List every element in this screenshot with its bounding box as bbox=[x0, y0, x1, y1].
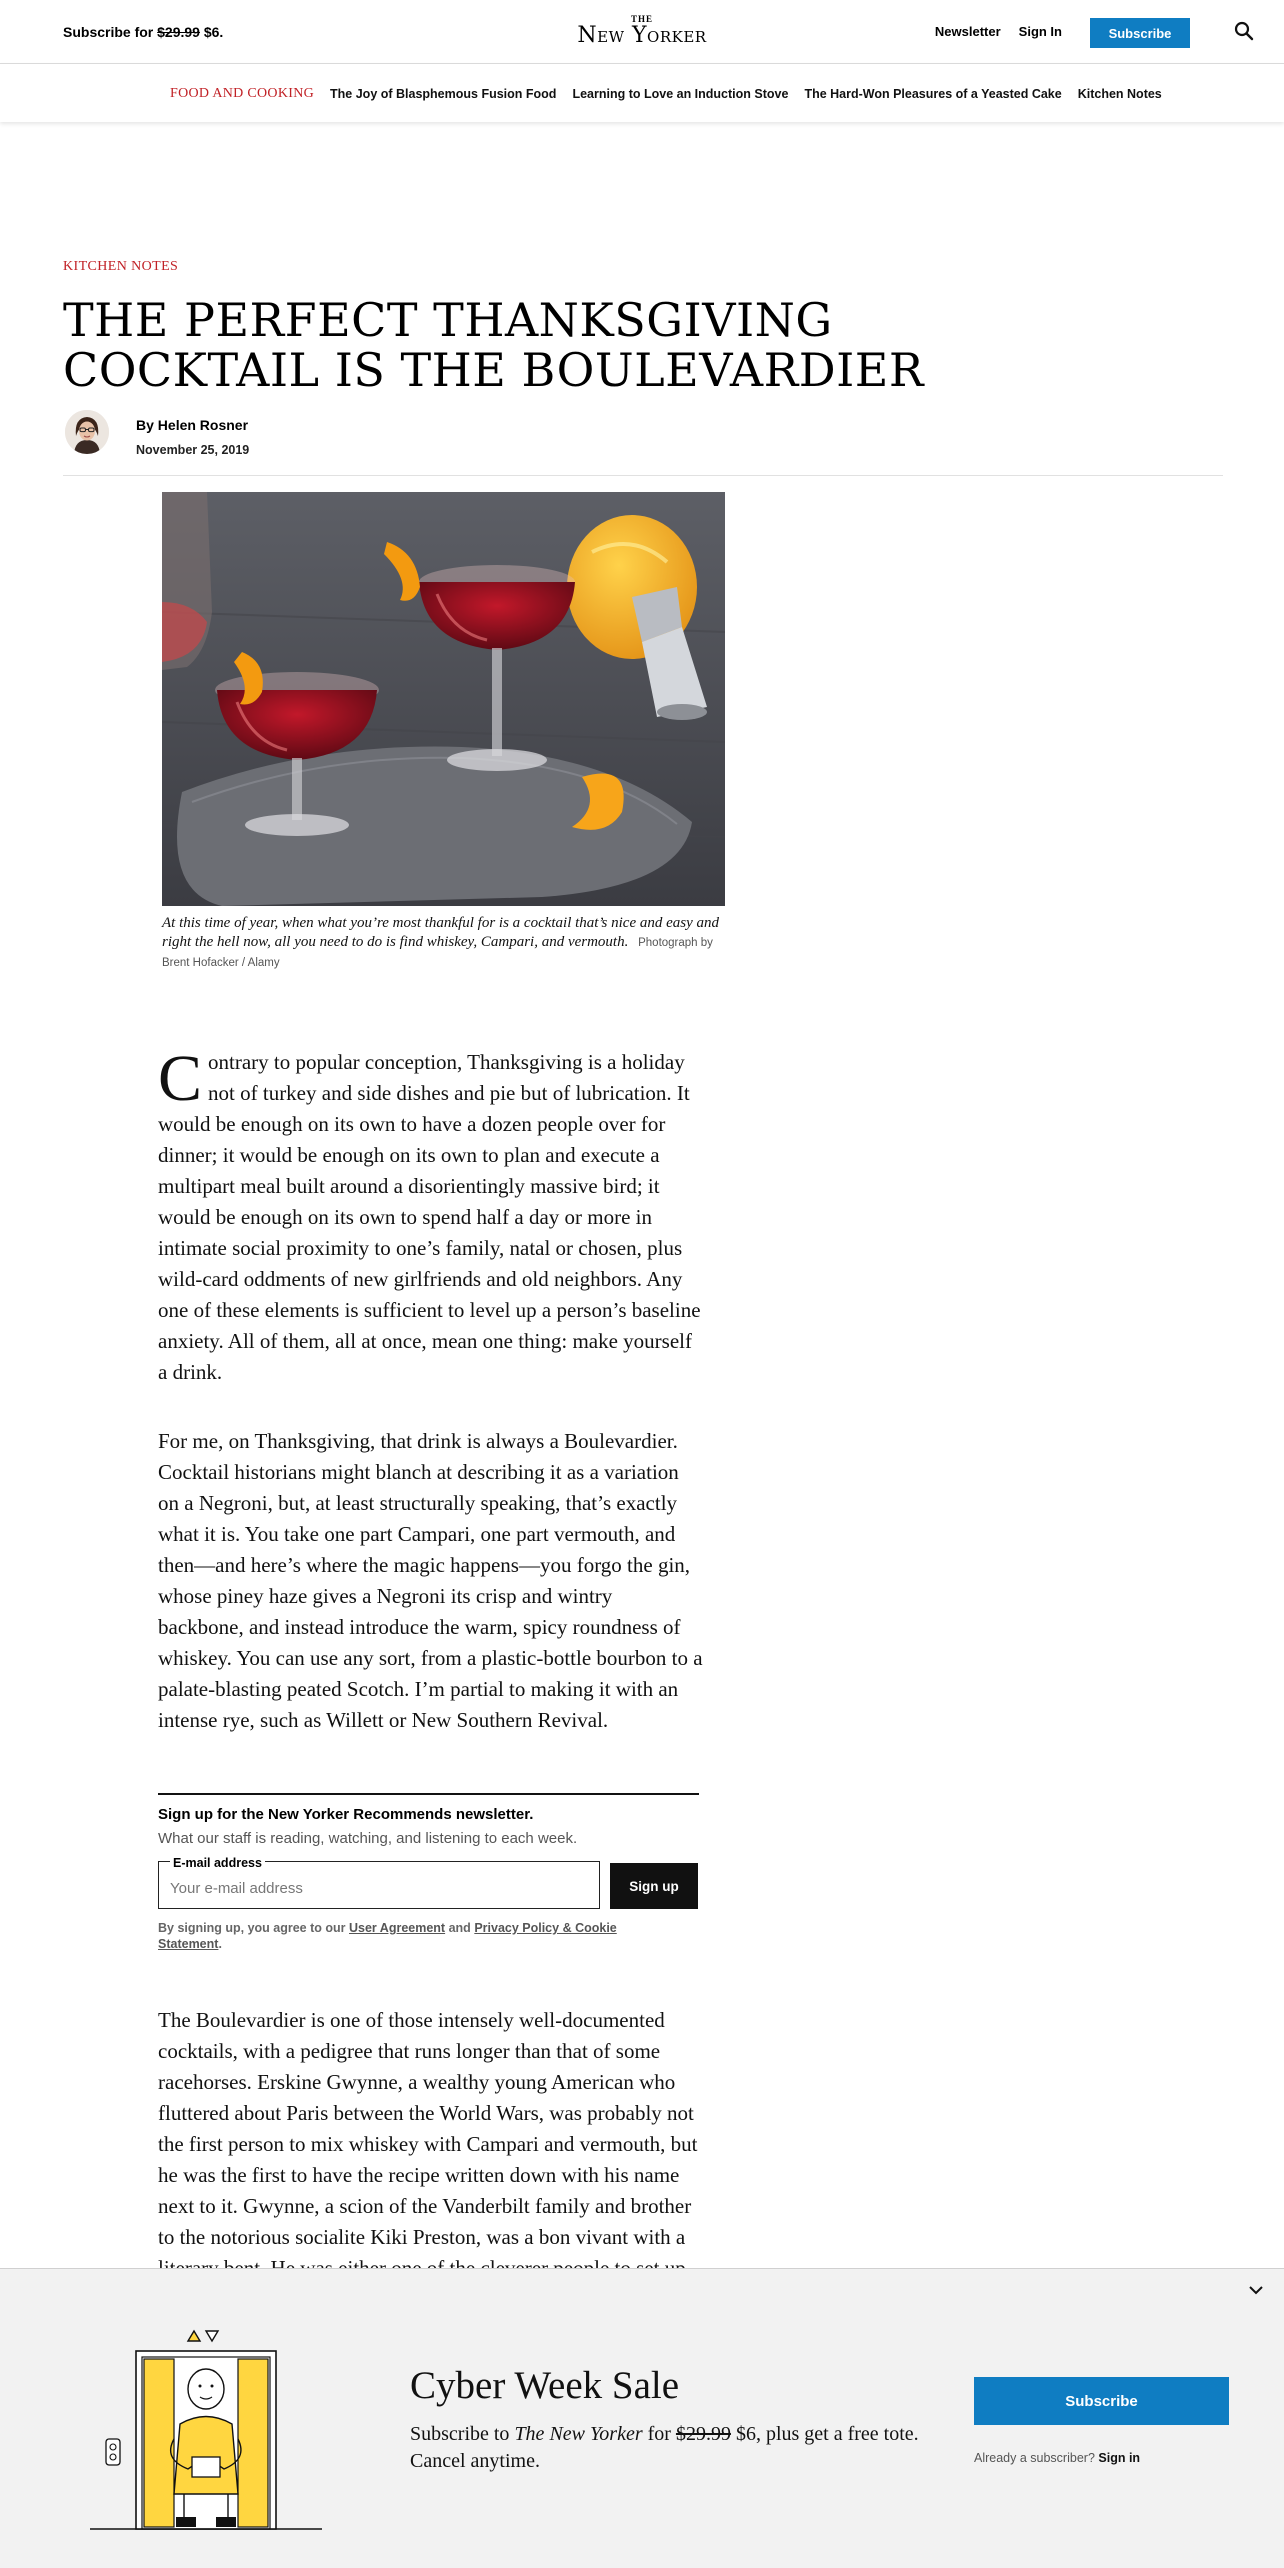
user-agreement-link[interactable]: User Agreement bbox=[349, 1921, 446, 1935]
publish-date: November 25, 2019 bbox=[136, 443, 250, 457]
subnav-link[interactable]: Learning to Love an Induction Stove bbox=[572, 87, 789, 101]
logo-name: New Yorker bbox=[577, 23, 707, 48]
article-rubric[interactable]: KITCHEN NOTES bbox=[63, 259, 179, 274]
subnav-link[interactable]: The Hard-Won Pleasures of a Yeasted Cake bbox=[804, 87, 1062, 101]
promo-old-price: $29.99 bbox=[157, 24, 200, 40]
site-header bbox=[0, 0, 1284, 64]
paywall-body bbox=[410, 2421, 930, 2475]
already-text: Already a subscriber? bbox=[974, 2451, 1095, 2465]
search-icon[interactable] bbox=[1234, 21, 1254, 41]
subnav-link[interactable]: The Joy of Blasphemous Fusion Food bbox=[330, 87, 557, 101]
pw-old-price: $29.99 bbox=[675, 2423, 731, 2445]
newsletter-title: Sign up for the New Yorker Recommends newsletter. bbox=[158, 1806, 534, 1823]
header-nav bbox=[935, 24, 1062, 39]
logo-the: THE bbox=[630, 14, 653, 24]
pw-body-suffix: , plus get a free tote. Cancel anytime. bbox=[410, 2423, 919, 2472]
newsletter-subtitle: What our staff is reading, watching, and listening to each week. bbox=[158, 1830, 578, 1847]
subnav-link[interactable]: Kitchen Notes bbox=[1077, 87, 1162, 101]
paragraph-text: ontrary to popular conception, Thanksgiving is a holiday not of turkey and side dishes and pie but of lubrication. It would be enough on its own to have a dozen people over for dinner; it would be enough on its own to plan and execute a multipart meal built around a disorientingly massive bird; it would be enough on its own to spend half a day or more in intimate social proximity to one’s family, natal or chosen, plus wild-card oddments of new girlfriends and old neighbors. Any one of these elements is sufficient to level up a person’s baseline anxiety. All of them, all at once, mean one thing: make yourself a drink. bbox=[158, 1050, 701, 1384]
channel-label[interactable]: FOOD AND COOKING bbox=[170, 86, 315, 101]
drop-cap: C bbox=[158, 1042, 203, 1115]
newsletter-legal bbox=[158, 1920, 678, 1952]
legal-and: and bbox=[448, 1921, 471, 1935]
body-paragraph-3: The Boulevardier is one of those intensely well-documented cocktails, with a pedigree that runs longer than that of some racehorses. Erskine Gwynne, a wealthy young American who fluttered about Paris between the World Wars, was probably not the first person to mix whiskey with Campari and vermouth, but he was the first to have the recipe written down with his name next to it. Gwynne, a scion of the Vanderbilt family and brother to the notorious socialite Kiki Preston, was a bon vivant with a bbox=[158, 2008, 698, 2249]
promo-new-price: $6. bbox=[203, 24, 224, 40]
article-headline bbox=[63, 295, 963, 395]
headline-line-1: THE PERFECT THANKSGIVING bbox=[63, 293, 833, 347]
newsletter-link[interactable]: Newsletter bbox=[934, 24, 1001, 39]
lead-photo-cocktails bbox=[162, 492, 725, 906]
pw-new-price: $6 bbox=[735, 2423, 756, 2445]
newsletter-rule bbox=[158, 1793, 699, 1795]
channel-nav bbox=[0, 64, 1284, 122]
photo-credit: Photograph by Brent Hofacker / Alamy bbox=[162, 937, 713, 969]
body-paragraph-2: For me, on Thanksgiving, that drink is always a Boulevardier. Cocktail historians might blanch at describing it as a variation on a Negroni, but, at least structurally speaking, that’s exactly what it is. You take one part Campari, one part vermouth, and then—and here’s where the magic happens—you forgo the gin, whose piney haze gives a Negroni its crisp and wintry backbone, and instead introduce the warm, spicy roundness of whiskey. You can use any sort, from a plastic-bottle bourbon to a palate-blasting peated Scotch. I’m partial to making it with an intense rye, such as Willett or New Southern Revival. bbox=[158, 1429, 703, 1732]
newsletter-signup-button[interactable]: Sign up bbox=[610, 1863, 698, 1909]
byline-prefix: By bbox=[136, 417, 154, 433]
legal-prefix: By signing up, you agree to our bbox=[158, 1921, 346, 1935]
privacy-policy-link[interactable]: Privacy Policy & Cookie Statement bbox=[158, 1921, 617, 1951]
paywall-banner bbox=[0, 2268, 1284, 2568]
pw-body-prefix: Subscribe to bbox=[410, 2423, 510, 2445]
legal-period: . bbox=[218, 1937, 222, 1951]
paywall-subscribe-button[interactable]: Subscribe bbox=[974, 2377, 1229, 2425]
headline-line-2: COCKTAIL IS THE BOULEVARDIER bbox=[63, 343, 924, 397]
paywall-title: Cyber Week Sale bbox=[410, 2364, 680, 2407]
caption-text: At this time of year, when what you’re most thankful for is a cocktail that’s nice and easy and right the hell now, all you need to do is find whiskey, Campari, and vermouth. bbox=[162, 915, 720, 950]
pw-publication: The New Yorker bbox=[514, 2423, 643, 2445]
author-link[interactable]: Helen Rosner bbox=[157, 417, 249, 433]
pw-body-for: for bbox=[647, 2423, 671, 2445]
header-subscribe-button[interactable]: Subscribe bbox=[1090, 18, 1190, 48]
email-field-label: E-mail address bbox=[170, 1856, 265, 1870]
paywall-signin-link[interactable]: Sign in bbox=[1098, 2451, 1141, 2465]
body-paragraph-1 bbox=[158, 1042, 703, 1388]
already-subscriber bbox=[974, 2451, 1140, 2465]
elevator-illustration-icon bbox=[88, 2329, 324, 2549]
email-input[interactable] bbox=[170, 1875, 590, 1901]
header-rule bbox=[63, 475, 1223, 476]
promo-prefix: Subscribe for bbox=[63, 24, 154, 40]
signin-link[interactable]: Sign In bbox=[1018, 24, 1062, 39]
byline bbox=[136, 417, 248, 433]
photo-caption bbox=[162, 914, 722, 973]
author-avatar[interactable] bbox=[65, 410, 109, 454]
chevron-down-icon[interactable] bbox=[1247, 2283, 1265, 2297]
